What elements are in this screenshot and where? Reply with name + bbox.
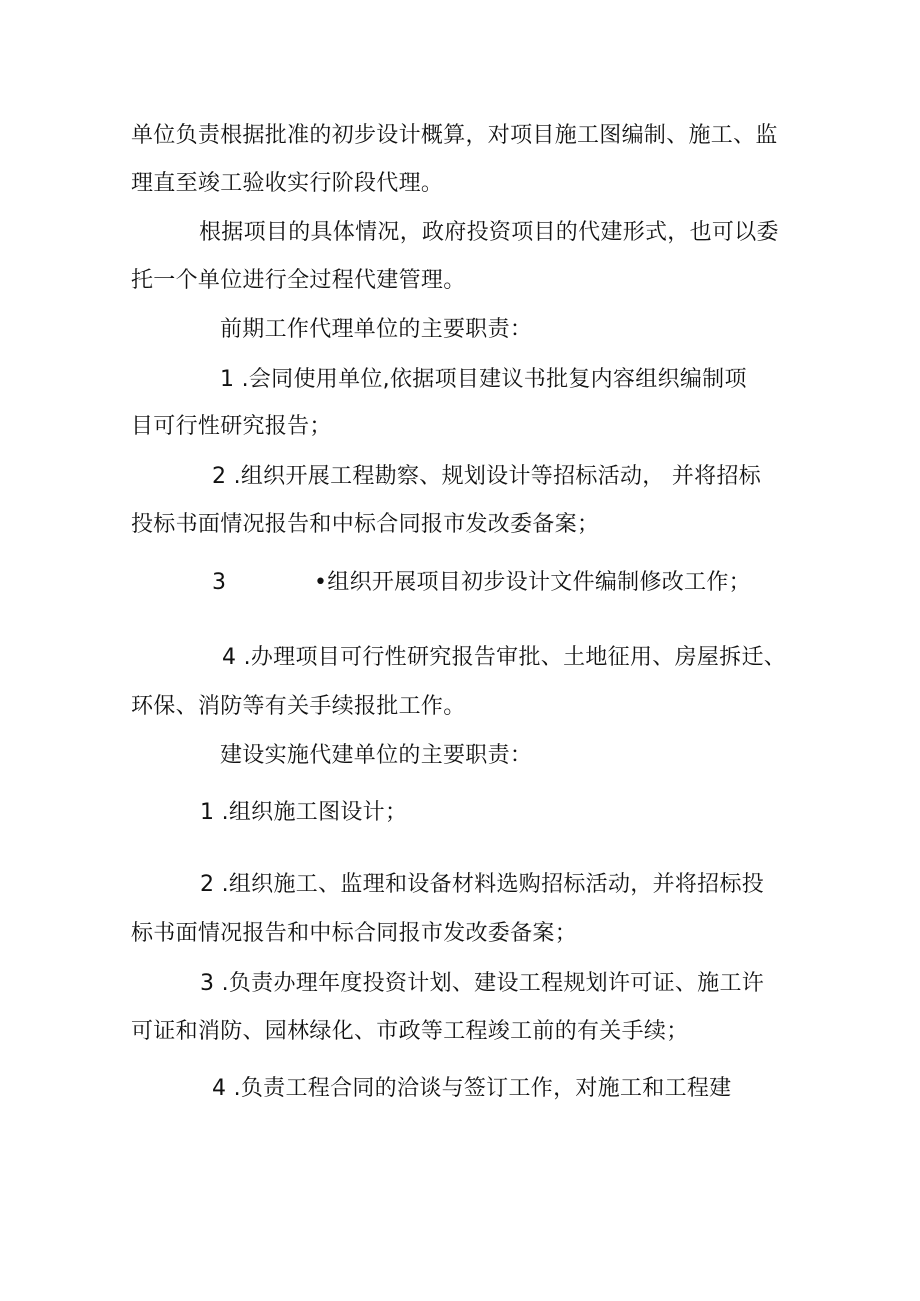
text-line-16: 标书面情况报告和中标合同报市发改委备案； xyxy=(131,921,578,946)
text-line-10: •组织开展项目初步设计文件编制修改工作； xyxy=(314,570,751,595)
text-line-6: 1 .会同使用单位,依据项目建议书批复内容组织编制项 xyxy=(220,367,747,392)
text-line-12: 环保、消防等有关手续报批工作。 xyxy=(131,694,466,719)
text-line-17: 3 .负责办理年度投资计划、建设工程规划许可证、施工许 xyxy=(200,971,765,996)
text-line-8: 2 .组织开展工程勘察、规划设计等招标活动， 并将招标 xyxy=(212,464,762,489)
subheading-implementation-duties: 建设实施代建单位的主要职责： xyxy=(220,743,533,768)
text-line-9: 投标书面情况报告和中标合同报市发改委备案； xyxy=(131,512,600,537)
text-line-19: 4 .负责工程合同的洽谈与签订工作，对施工和工程建 xyxy=(212,1076,732,1101)
text-line-3: 根据项目的具体情况，政府投资项目的代建形式，也可以委 xyxy=(199,220,779,245)
text-line-18: 可证和消防、园林绿化、市政等工程竣工前的有关手续； xyxy=(131,1019,689,1044)
list-number-3: 3 xyxy=(212,570,226,595)
text-line-15: 2 .组织施工、监理和设备材料选购招标活动，并将招标投 xyxy=(200,872,765,897)
text-line-7: 目可行性研究报告； xyxy=(131,414,332,439)
text-line-1: 单位负责根据批准的初步设计概算，对项目施工图编制、施工、监 xyxy=(131,123,778,148)
text-line-11: 4 .办理项目可行性研究报告审批、土地征用、房屋拆迁、 xyxy=(222,645,787,670)
text-line-2: 理直至竣工验收实行阶段代理。 xyxy=(131,171,444,196)
subheading-preliminary-duties: 前期工作代理单位的主要职责： xyxy=(220,317,533,342)
text-line-4: 托一个单位进行全过程代建管理。 xyxy=(131,268,466,293)
text-line-14: 1 .组织施工图设计； xyxy=(200,800,408,825)
